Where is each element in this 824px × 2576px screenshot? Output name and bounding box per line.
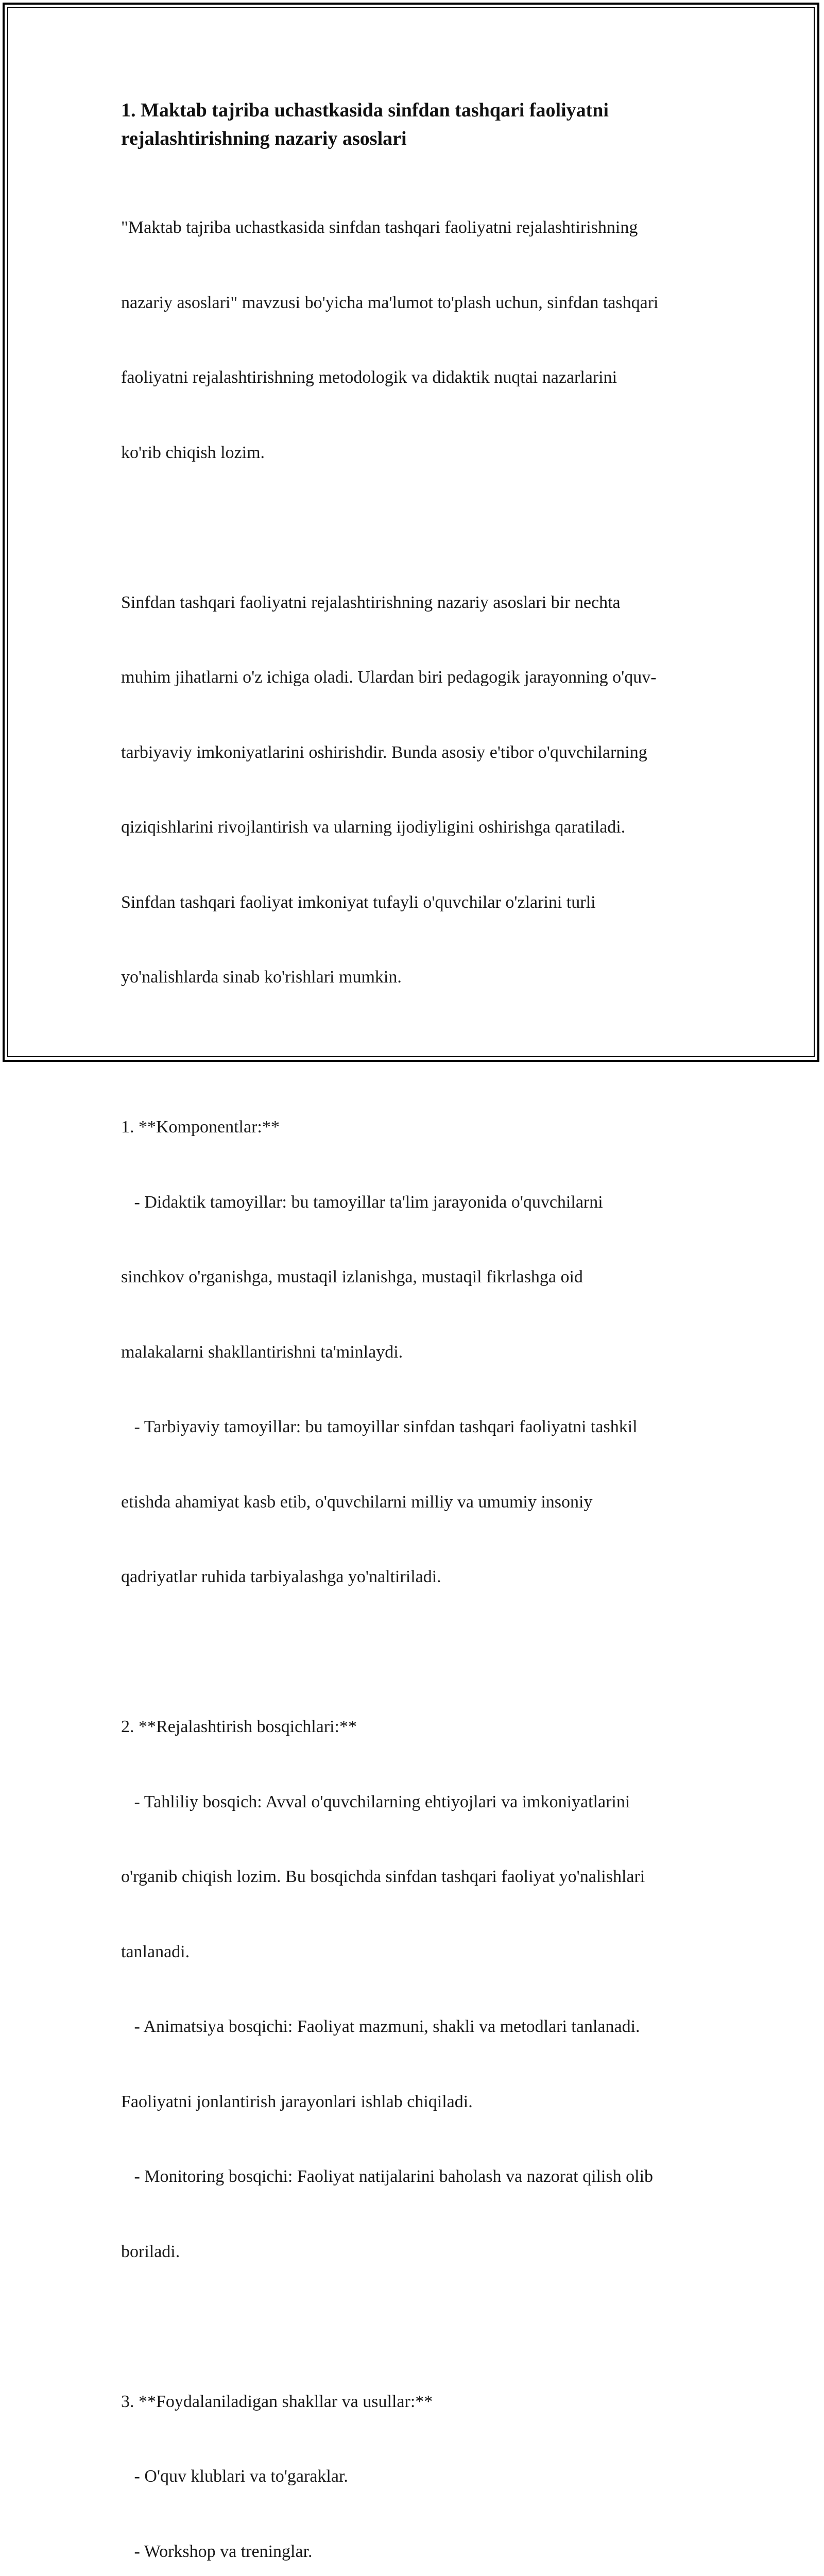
blank-line — [121, 515, 713, 540]
list-item-line: o'rganib chiqish lozim. Bu bosqichda sinfdan tashqari faoliyat yo'nalishlari — [121, 1867, 645, 1886]
list-item-line: - Tahliliy bosqich: Avval o'quvchilarning ehtiyojlari va imkoniyatlarini — [121, 1792, 630, 1811]
paragraph-line: Sinfdan tashqari faoliyat imkoniyat tufayli o'quvchilar o'zlarini turli — [121, 892, 596, 912]
paragraph-line: yo'nalishlarda sinab ko'rishlari mumkin. — [121, 968, 402, 987]
paragraph-line: "Maktab tajriba uchastkasida sinfdan tashqari faoliyatni rejalashtirishning — [121, 218, 638, 237]
paragraph-line: qiziqishlarini rivojlantirish va ularning ijodiyligini oshirishga qaratiladi. — [121, 818, 626, 837]
list-item-line: qadriyatlar ruhida tarbiyalashga yo'naltiriladi. — [121, 1567, 441, 1586]
paragraph-line: ko'rib chiqish lozim. — [121, 443, 265, 462]
list-item-line: etishda ahamiyat kasb etib, o'quvchilarni milliy va umumiy insoniy — [121, 1492, 593, 1512]
paragraph-line: nazariy asoslari" mavzusi bo'yicha ma'lumot to'plash uchun, sinfdan tashqari — [121, 293, 659, 312]
list-item-line: malakalarni shakllantirishni ta'minlaydi. — [121, 1342, 403, 1362]
list-item-line: - Monitoring bosqichi: Faoliyat natijalarini baholash va nazorat qilish olib — [121, 2167, 654, 2186]
blank-line — [121, 1040, 713, 1065]
paragraph-line: faoliyatni rejalashtirishning metodologik va didaktik nuqtai nazarlarini — [121, 368, 617, 387]
list-item-line: Faoliyatni jonlantirish jarayonlari ishlab chiqiladi. — [121, 2092, 473, 2111]
document-content — [121, 96, 713, 2576]
paragraph-line: muhim jihatlarni o'z ichiga oladi. Ulardan biri pedagogik jarayonning o'quv- — [121, 668, 657, 687]
list-item-line: - Didaktik tamoyillar: bu tamoyillar ta'lim jarayonida o'quvchilarni — [121, 1192, 603, 1212]
list-item-line: boriladi. — [121, 2242, 180, 2261]
list-heading: 1. **Komponentlar:** — [121, 1117, 280, 1137]
paragraph-line: tarbiyaviy imkoniyatlarini oshirishdir. Bunda asosiy e'tibor o'quvchilarning — [121, 742, 647, 762]
paragraph-line: Sinfdan tashqari faoliyatni rejalashtirishning nazariy asoslari bir nechta — [121, 592, 621, 612]
list-heading: 2. **Rejalashtirish bosqichlari:** — [121, 1717, 357, 1736]
document-title — [121, 96, 713, 153]
list-item-line: - Workshop va treninglar. — [121, 2541, 313, 2561]
blank-line — [121, 2314, 713, 2340]
list-heading: 3. **Foydalaniladigan shakllar va usullar:** — [121, 2392, 433, 2411]
title-line: rejalashtirishning nazariy asoslari — [121, 128, 407, 149]
list-item-line: tanlanadi. — [121, 1942, 190, 1961]
document-body — [121, 165, 713, 2576]
blank-line — [121, 1640, 713, 1665]
list-item-line: - O'quv klublari va to'garaklar. — [121, 2467, 348, 2486]
list-item-line: - Tarbiyaviy tamoyillar: bu tamoyillar sinfdan tashqari faoliyatni tashkil — [121, 1417, 638, 1436]
list-item-line: sinchkov o'rganishga, mustaqil izlanishga, mustaqil fikrlashga oid — [121, 1267, 583, 1286]
title-line: 1. Maktab tajriba uchastkasida sinfdan tashqari faoliyatni — [121, 99, 609, 121]
list-item-line: - Animatsiya bosqichi: Faoliyat mazmuni, shakli va metodlari tanlanadi. — [121, 2017, 640, 2036]
